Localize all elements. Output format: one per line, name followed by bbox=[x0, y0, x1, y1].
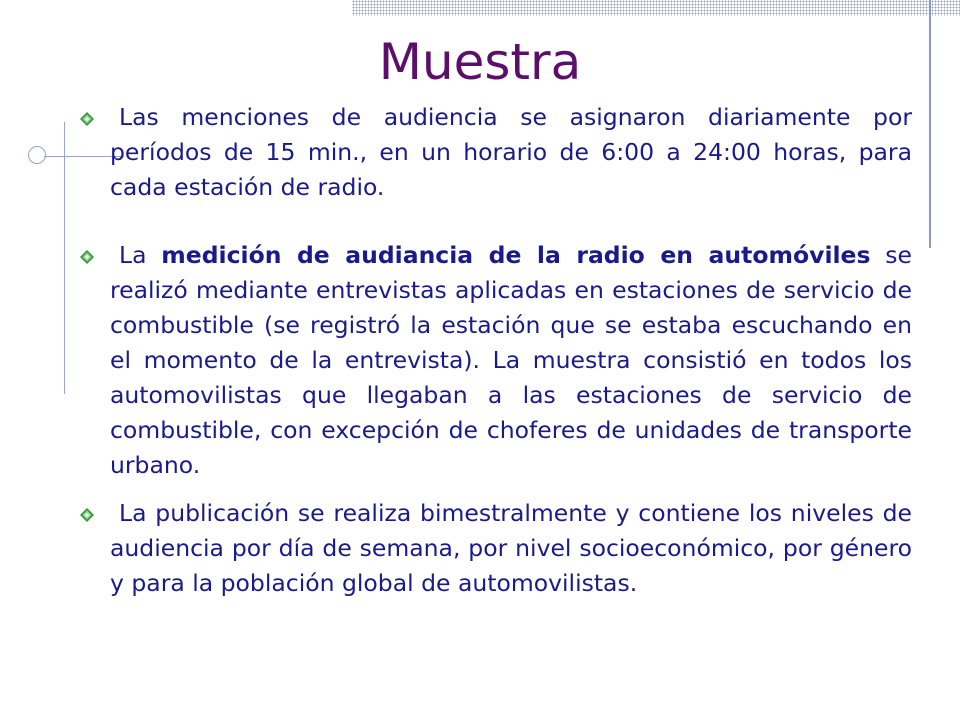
green-diamond-bullet-icon bbox=[80, 112, 94, 126]
slide-content bbox=[74, 100, 912, 601]
slide-title: Muestra bbox=[378, 33, 582, 91]
green-diamond-bullet-icon bbox=[80, 508, 94, 522]
bullet-item bbox=[74, 100, 912, 205]
bullet-text-rest: se realizó mediante entrevistas aplicadas en estaciones de servicio de combustible (se registró la estación que se estaba escuchando en el momento de la entrevista). La muestra consistió en todos los automovilistas que llegaban a las estaciones de servicio de combustible, con excepción de choferes de unidades de transporte urbano. bbox=[110, 241, 912, 479]
decorative-vertical-line-left bbox=[64, 122, 65, 394]
bullet-item bbox=[74, 496, 912, 601]
bullet-text: La publicación se realiza bimestralmente y contiene los niveles de audiencia por día de semana, por nivel socioeconómico, por género y para la población global de automovilistas. bbox=[110, 499, 912, 597]
green-diamond-bullet-icon bbox=[80, 250, 94, 264]
bullet-item bbox=[74, 238, 912, 483]
decorative-circle bbox=[28, 146, 46, 164]
decorative-dotted-band bbox=[352, 0, 960, 16]
bullet-text-lead: La bbox=[119, 241, 162, 269]
bullet-text: Las menciones de audiencia se asignaron diariamente por períodos de 15 min., en un horario de 6:00 a 24:00 horas, para cada estación de radio. bbox=[110, 103, 912, 201]
bullet-text bbox=[110, 241, 912, 479]
bullet-text-bold: medición de audiancia de la radio en automóviles bbox=[161, 241, 871, 269]
